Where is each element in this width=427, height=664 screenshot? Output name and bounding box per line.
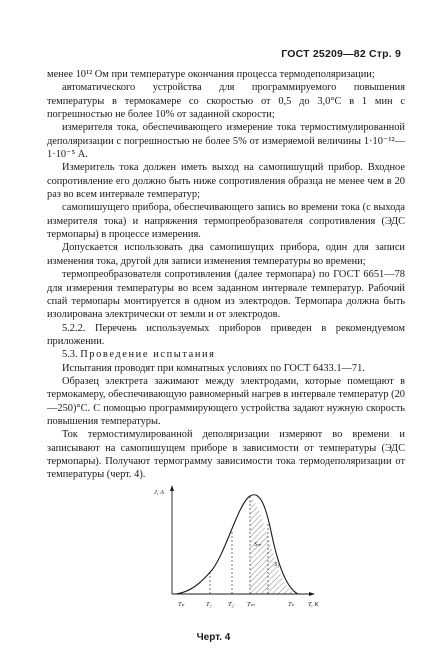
paragraph-10: Образец электрета зажимают между электродами, которые помещают в термокамеру, обеспечивающую равномерный нагрев в интервале температур (20—250)°С. С помощью программирующего устройства задают нужную скорость повышения температуры. <box>47 375 405 427</box>
paragraph-6: Допускается использовать два самопишущих прибора, один для записи изменения тока, другой для записи изменения температуры во времени; <box>47 242 405 267</box>
page-header: ГОСТ 25209—82 Стр. 9 <box>281 48 401 60</box>
paragraph-4: Измеритель тока должен иметь выход на самопишущий прибор. Входное сопротивление его должно быть ниже сопротивления образца не менее чем в 20 раз во всем интервале температур; <box>47 162 405 201</box>
paragraph-7: термопреобразователя сопротивления (далее термопара) по ГОСТ 6651—78 для измерения температуры во всем заданном интервале температур. Рабочий спай термопары монтируется в одном из электродов. Термопара должна быть изолирована электрически от земли и от электродов. <box>47 269 405 321</box>
x-tick-tp: Tₚ <box>178 601 185 608</box>
section-title: Проведение испытания <box>80 349 216 361</box>
y-axis-label: J, A <box>154 489 164 496</box>
x-tick-t2: T₂ <box>228 601 234 608</box>
x-tick-tm: Tₘ <box>247 601 255 608</box>
section-number: 5.3. <box>62 349 78 361</box>
x-tick-tk: Tₖ <box>288 601 295 608</box>
paragraph-5: самопишущего прибора, обеспечивающего запись во времени тока (с выхода измерителя тока) и напряжения термопреобразователя сопротивления (ЭДС термопары) в процессе измерения. <box>47 202 405 241</box>
y-axis-arrow <box>170 485 174 491</box>
paragraph-9: Испытания проводят при комнатных условиях по ГОСТ 6433.1—71. <box>62 362 365 374</box>
section-heading <box>47 348 405 361</box>
paragraph-3: измерителя тока, обеспечивающего измерение тока термостимулированной деполяризации с погрешностью не более 5% от измеряемой величины 1·10⁻¹²—1·10⁻⁵ А. <box>47 122 405 161</box>
x-tick-t1: T₁ <box>206 601 212 608</box>
x-axis-label: T, K <box>308 601 319 608</box>
thermogram-figure <box>150 484 328 624</box>
paragraph-8: 5.2.2. Перечень используемых приборов приведен в рекомендуемом приложении. <box>47 322 405 347</box>
thermogram-svg <box>150 484 328 624</box>
area-label-s1: S₁ <box>274 561 280 568</box>
area-label-sm: Sₘ <box>254 541 262 548</box>
page-body <box>47 68 405 482</box>
figure-caption: Черт. 4 <box>196 632 231 643</box>
paragraph-2: автоматического устройства для программируемого повышения температуры в термокамере со скоростью от 0,5 до 3,0°С в 1 мин с погрешностью не более 10% от заданной скорости; <box>47 82 405 121</box>
paragraph-11: Ток термостимулированной деполяризации измеряют во времени и записывают на самопишущем приборе в зависимости от температуры (ЭДС термопары). Получают термограмму зависимости тока термодеполяризации от температуры (черт. 4). <box>47 429 405 481</box>
paragraph-1: менее 10¹² Ом при температуре окончания процесса термодеполяризации; <box>47 69 375 80</box>
x-axis-arrow <box>309 592 315 596</box>
